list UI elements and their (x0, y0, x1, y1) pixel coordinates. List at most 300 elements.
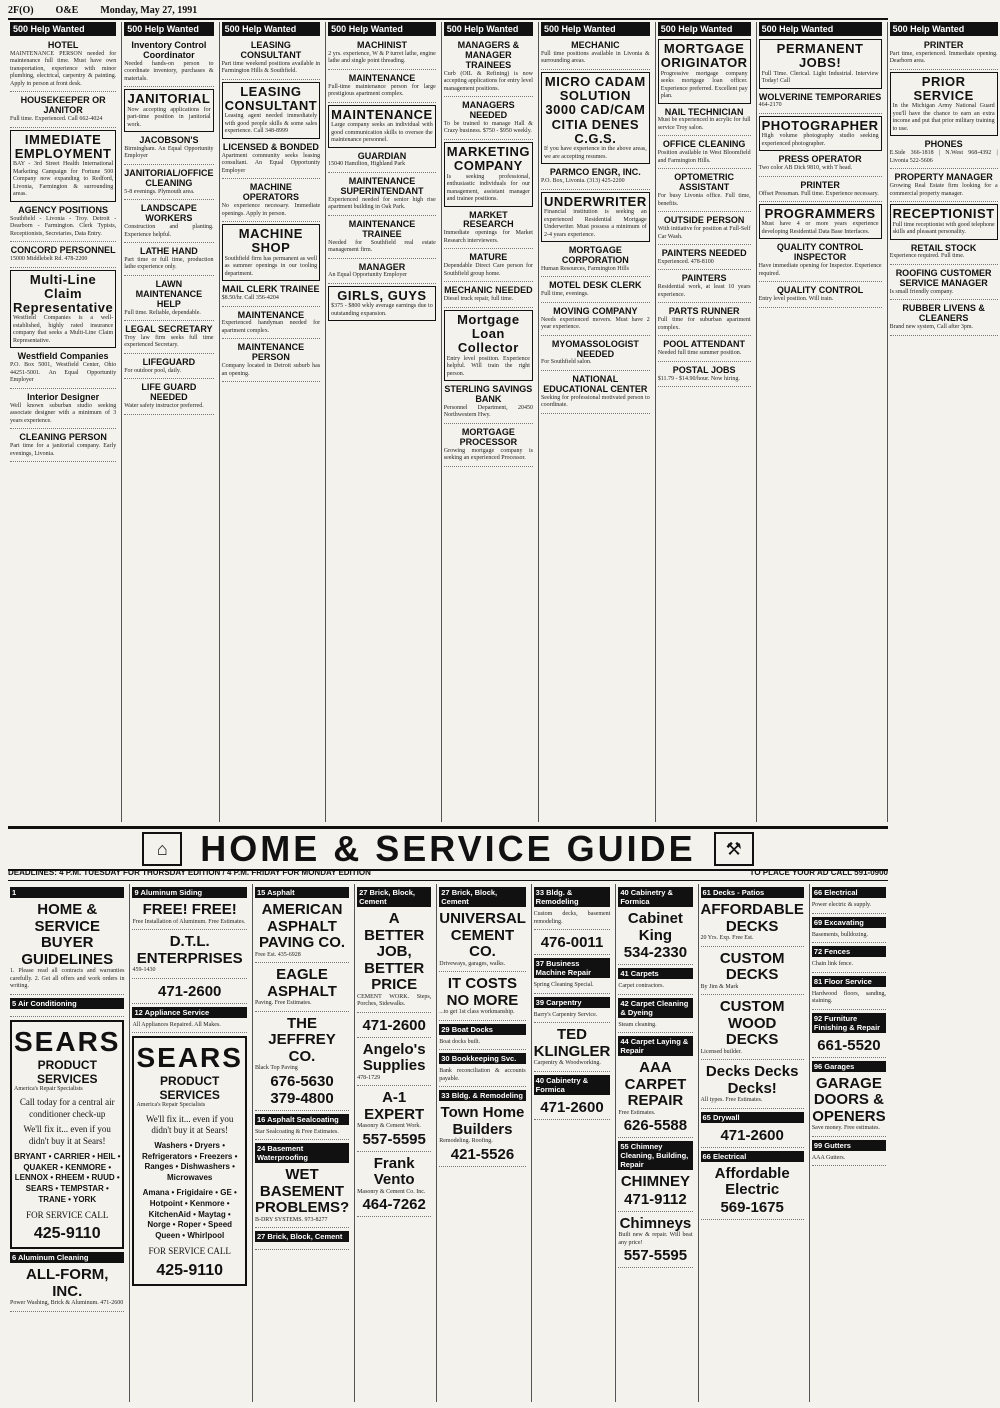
classified-ad (759, 284, 882, 307)
service-ad (357, 1040, 431, 1087)
ad-text: Have immediate opening for Inspector. Experience required. (758, 263, 882, 277)
service-ad (10, 1265, 124, 1312)
category-heading: 9 Aluminum Siding (132, 887, 246, 898)
classified-ad (222, 141, 321, 179)
sears-subtitle: PRODUCT SERVICES (159, 1074, 220, 1102)
service-ad (132, 900, 246, 930)
service-ad (255, 965, 349, 1012)
help-wanted-column (325, 22, 438, 822)
service-ad-text: Driveways, garages, walks. (439, 960, 506, 967)
ad-title: POSTAL JOBS (672, 364, 736, 375)
service-ad (255, 1014, 349, 1111)
ad-text: Residential work, at least 10 years experience. (657, 284, 751, 298)
ad-title: IMMEDIATE EMPLOYMENT (14, 131, 112, 161)
classified-ad (124, 381, 213, 414)
page-number: 2F(O) (8, 4, 34, 16)
classified-ad (124, 356, 213, 379)
classified-ad (124, 167, 213, 200)
ad-title: MORTGAGE ORIGINATOR (660, 41, 748, 71)
service-ad (439, 974, 525, 1021)
service-ad-title: IT COSTS NO MORE (446, 975, 519, 1009)
category-heading: 55 Chimney Cleaning, Building, Repair (618, 1141, 692, 1170)
ad-text: Two color AB Dick 9810, with T head. (758, 165, 853, 172)
category-heading: 6 Aluminum Cleaning (10, 1252, 124, 1263)
service-ad-title: Cabinet King (627, 910, 683, 944)
classified-ad (10, 431, 116, 462)
ad-text: Westfield Companies is a well-established, highly rated insurance company that seeks a Multi-Line Claim Representative. (13, 315, 114, 344)
category-heading: 27 Brick, Block, Cement (439, 887, 525, 907)
ad-text: $11.79 - $14.90/hour. Now hiring. (657, 375, 740, 382)
ad-title: NAIL TECHNICIAN (664, 106, 744, 117)
service-ad-phone: 569-1675 (720, 1198, 784, 1216)
service-ad-title: EAGLE ASPHALT (267, 966, 337, 1000)
service-ad-phone: 626-5588 (623, 1117, 688, 1134)
category-heading: 44 Carpet Laying & Repair (618, 1036, 692, 1056)
sears-tagline: America's Repair Specialists (14, 1085, 83, 1092)
ad-text: For busy Livonia office. Full time, benefits. (657, 193, 751, 207)
ad-text: To be trained to manage Hall & Crazy business. $750 - $950 weekly. (443, 120, 533, 135)
classified-ad (328, 39, 436, 70)
ad-text: Full time for suburban apartment complex. (657, 317, 751, 331)
classified-ad (759, 91, 882, 114)
service-ad (255, 1127, 349, 1141)
service-ad-title: GARAGE DOORS & OPENERS (812, 1074, 886, 1125)
ad-text: 5-8 evenings. Plymouth area. (124, 188, 195, 195)
service-ad-text: Basements, bulldozing. (811, 931, 869, 938)
service-ad-title: ALL-FORM, INC. (25, 1266, 109, 1300)
sears-line: We'll fix it... even if you didn't buy it at Sears! (23, 1124, 111, 1147)
ad-title: MAINTENANCE PERSON (237, 342, 305, 363)
service-ad (255, 900, 349, 963)
classified-ad (222, 341, 321, 382)
help-wanted-column (441, 22, 535, 822)
service-ad (534, 1025, 611, 1072)
ad-text: If you have experience in the above areas, we are accepting resumes. (543, 146, 647, 160)
classified-ad (759, 153, 882, 176)
ad-text: $8.50/hr. Call 356-4204 (221, 295, 279, 302)
service-ad-text: CEMENT WORK. Steps, Porches, Sidewalks. (357, 993, 432, 1007)
service-ad-phone: 421-5526 (450, 1145, 515, 1163)
sears-logo: SEARS (14, 1025, 121, 1057)
service-ad-text: Free Est. 435-6928 (254, 951, 301, 958)
ad-text: With initiative for position at Full-Self Car Wash. (657, 226, 751, 240)
category-heading: 92 Furniture Finishing & Repair (812, 1013, 886, 1033)
ad-text: Entry level position. Experience helpful. Will train the right person. (446, 355, 530, 377)
home-service-column (698, 884, 806, 1402)
ad-title: PAINTERS NEEDED (661, 248, 747, 259)
classified-ad (444, 142, 533, 207)
ad-text: Part time or full time, production lathe experience only. (124, 256, 214, 271)
ad-title: MORTGAGE CORPORATION (561, 245, 629, 265)
service-ad-text: Masonry & Cement Co. Inc. (357, 1188, 426, 1195)
service-ad-phone: 661-5520 (817, 1036, 881, 1054)
service-ad-text: Barry's Carpentry Service. (533, 1011, 598, 1018)
ad-title: JANITORIAL (127, 91, 211, 107)
ad-title: LATHE HAND (139, 246, 198, 257)
service-ad-title: Town Home Builders (440, 1104, 525, 1138)
category-heading: 66 Electrical (812, 887, 886, 898)
service-ad-phone: 464-7262 (362, 1196, 426, 1213)
service-ad-text: Power Washing, Brick & Aluminum. 471-2600 (10, 1300, 124, 1307)
service-ad (701, 900, 804, 947)
ad-title: PARMCO ENGR, INC. (549, 167, 641, 178)
ad-text: 2 yrs. experience, W & P turret lathe, engine lathe and single point threading. (328, 50, 436, 65)
classified-ad (222, 309, 321, 340)
sears-subtitle: PRODUCT SERVICES (37, 1057, 98, 1086)
help-wanted-column (756, 22, 884, 822)
classified-ad (759, 116, 882, 151)
classified-ad (328, 105, 436, 148)
sears-line: We'll fix it... even if you didn't buy it at Sears! (146, 1113, 234, 1136)
service-ad-phone: 379-4800 (270, 1089, 334, 1107)
service-ad-title: A-1 EXPERT (364, 1089, 425, 1123)
for-service-label: FOR SERVICE CALL (148, 1246, 231, 1257)
ad-title: MICRO CADAM SOLUTION 3000 CAD/CAM CITIA DENES C.G.S. (544, 73, 646, 147)
service-ad (812, 1035, 886, 1058)
service-ad-phone: 471-2600 (362, 1016, 426, 1034)
ad-text: Full time receptionist with good telephone skills and pleasant personality. (892, 221, 995, 236)
service-ad (255, 1244, 349, 1250)
service-ad (618, 1020, 692, 1034)
ad-title: MAINTENANCE SUPERINTENDANT (340, 175, 424, 196)
ad-title: STERLING SAVINGS BANK (444, 384, 533, 404)
service-ad-text: 478-1729 (357, 1074, 381, 1081)
for-service-label: FOR SERVICE CALL (26, 1209, 109, 1220)
classified-ad (10, 391, 116, 429)
sears-brands: Amana • Frigidaire • GE • Hotpoint • Kenmore • KitchenAid • Maytag • Norge • Roper • Speed Queen • Whirlpool (142, 1188, 237, 1241)
ad-title: GUARDIAN (357, 150, 407, 161)
ad-text: P.O. Box 5001, Westfield Center, Ohio 44251-5001. An Equal Opportunity Employer (10, 362, 117, 384)
service-ad (255, 1165, 349, 1228)
ad-title: MAINTENANCE (348, 72, 416, 83)
ad-text: Full Time. Clerical. Light Industrial. Interview Today! Call (761, 70, 879, 85)
service-ad-title: AMERICAN ASPHALT PAVING CO. (258, 901, 346, 951)
classified-ad (124, 323, 213, 354)
service-ad-title: CHIMNEY (620, 1173, 691, 1190)
service-ad (357, 1088, 431, 1152)
ad-text: Human Resources, Farmington Hills (540, 265, 629, 272)
service-ad (534, 1097, 611, 1120)
ad-text: Experienced needed for senior high rise apartment building in Oak Park. (328, 196, 436, 211)
classified-ad (222, 224, 321, 281)
ad-title: MACHINE SHOP (238, 226, 303, 256)
ad-title: HOTEL (47, 40, 79, 50)
service-ad (10, 900, 124, 995)
service-ad (812, 930, 886, 944)
service-ad (132, 932, 246, 979)
classified-ad (444, 426, 533, 467)
service-ad (618, 1058, 692, 1138)
classified-ad (124, 89, 213, 132)
ad-text: Water safety instructor preferred. (124, 403, 204, 410)
ad-text: E.Side 366-1818 | N.West 968-4392 | Livonia 522-5606 (889, 150, 998, 164)
classified-ad (10, 130, 116, 202)
category-heading: 24 Basement Waterproofing (255, 1143, 349, 1163)
ad-title: Westfield Companies (17, 351, 109, 362)
service-ad-text: Carpentry & Woodworking. (533, 1060, 601, 1066)
ad-text: Curb (OIL & Refining) is now accepting applications for entry level management positions. (443, 70, 533, 92)
ad-text: Financial institution is seeking an experienced Residential Mortgage Underwriter. Must possess a minimum of 2-4 years experience. (543, 209, 647, 238)
service-ad-text: Masonry & Cement Work. (357, 1123, 421, 1129)
classified-ad (658, 305, 751, 336)
ad-title: POOL ATTENDANT (663, 339, 746, 350)
classified-ad (759, 204, 882, 239)
ad-text: Experience required. Full time. (889, 253, 965, 260)
ad-text: Growing Real Estate firm looking for a commercial property manager. (889, 183, 998, 197)
service-ad-phone: 471-2600 (158, 982, 222, 1000)
ad-title: RETAIL STOCK (910, 242, 977, 253)
classified-ad (10, 94, 116, 127)
ad-text: Southfield firm has permanent as well as summer openings in our tooling department. (224, 255, 318, 277)
service-ad (701, 1062, 804, 1109)
service-ad (534, 1010, 611, 1024)
service-ad-text: Carpet contractors. (618, 983, 664, 989)
ad-text: Needed full time summer position. (657, 350, 742, 357)
classified-ad (444, 39, 533, 97)
ad-title: JANITORIAL/OFFICE CLEANING (124, 167, 214, 188)
category-heading: 39 Carpentry (534, 997, 611, 1008)
classified-ad (890, 267, 998, 300)
classified-ad (444, 209, 533, 250)
ad-text: Is small friendly company. (889, 288, 954, 295)
service-ad-text: AAA Gutters. (811, 1154, 846, 1161)
deadline-text: DEADLINES: 4 P.M. TUESDAY FOR THURSDAY EDITION / 4 P.M. FRIDAY FOR MONDAY EDITION (8, 868, 371, 877)
category-heading: 27 Brick, Block, Cement (255, 1231, 349, 1242)
classified-ad (890, 72, 998, 137)
classified-ad (541, 305, 650, 336)
ad-text: $375 - $800 wkly average earnings due to outstanding expansion. (331, 303, 433, 317)
classified-ad (890, 302, 998, 335)
service-ad-text: Built new & repair. Will beat any price! (618, 1232, 693, 1246)
ad-text: Large company seeks an individual with good communication skills to oversee the maintenance personnel. (331, 122, 433, 144)
category-heading: 5 Air Conditioning (10, 998, 124, 1009)
category-heading: 72 Fences (812, 946, 886, 957)
classified-ad (541, 39, 650, 70)
category-heading: 61 Decks - Patios (701, 887, 804, 898)
classified-ad (444, 284, 533, 307)
ad-text: Full time positions available in Livonia & surrounding areas. (540, 50, 650, 65)
ad-title: Multi-Line Claim Representative (13, 271, 114, 316)
classified-ad (541, 279, 650, 302)
classified-ad (541, 338, 650, 371)
service-ad (618, 1172, 692, 1212)
column-heading: 500 Help Wanted (10, 22, 116, 36)
ad-text: Apartment community seeks leasing consultant. An Equal Opportunity Employer (221, 152, 321, 174)
category-heading: 16 Asphalt Sealcoating (255, 1114, 349, 1125)
home-service-column (8, 884, 126, 1402)
service-ad-title: Chimneys (619, 1214, 692, 1232)
ad-title: LEGAL SECRETARY (125, 324, 213, 335)
classified-ad (124, 134, 213, 165)
issue-date: Monday, May 27, 1991 (100, 4, 198, 16)
service-ad (812, 959, 886, 973)
category-heading: 65 Drywall (701, 1112, 804, 1123)
classified-ad (541, 72, 650, 164)
classified-ad (658, 247, 751, 270)
ad-title: QUALITY CONTROL INSPECTOR (776, 242, 864, 263)
classified-ad (328, 286, 436, 321)
service-ad-title: UNIVERSAL CEMENT CO. (439, 910, 526, 960)
column-heading: 500 Help Wanted (222, 22, 321, 36)
classified-ad (124, 278, 213, 321)
classified-ad (658, 272, 751, 303)
home-service-banner (8, 826, 888, 871)
ad-text: Needs experienced movers. Must have 2 year experience. (540, 316, 650, 331)
ad-text: Construction and planting. Experience helpful. (124, 224, 214, 238)
column-heading: 500 Help Wanted (890, 22, 998, 36)
ad-title: LEASING CONSULTANT (224, 83, 318, 114)
help-wanted-section (8, 22, 998, 822)
ad-text: Experienced. 478-8100 (657, 258, 714, 265)
ad-title: RECEPTIONIST (892, 206, 995, 222)
ad-text: Must be experienced in acrylic for full service Troy salon. (657, 117, 751, 131)
ad-text: Now accepting applications for part-time position in janitorial work. (127, 106, 211, 128)
service-ad-title: FREE! FREE! (142, 901, 237, 918)
service-ad-text: All Appliances Repaired. All Makes. (132, 1021, 221, 1028)
ad-text: Position available in West Bloomfield and Farmington Hills. (657, 150, 751, 164)
service-ad (812, 1153, 886, 1167)
service-ad (534, 932, 611, 955)
category-heading: 66 Electrical (701, 1151, 804, 1162)
sears-phone: 425-9110 (156, 1261, 224, 1279)
ad-title: LICENSED & BONDED (222, 141, 319, 152)
classified-ad (328, 218, 436, 259)
service-ad-text: B-DRY SYSTEMS. 973-8277 (254, 1216, 328, 1223)
ad-text: Part time, experienced. Immediate opening. Dearborn area. (889, 50, 998, 65)
sears-ad (10, 1020, 124, 1250)
service-ad-title: A BETTER JOB, BETTER PRICE (364, 910, 425, 993)
house-icon: ⌂ (142, 832, 182, 866)
service-ad (534, 909, 611, 930)
service-ad-title: AFFORDABLE DECKS (700, 901, 804, 935)
ad-title: MYOMASSOLOGIST NEEDED (551, 338, 639, 359)
classified-ad (444, 251, 533, 282)
ad-text: For Southfield salon. (540, 359, 592, 366)
ad-title: PHOTOGRAPHER (761, 117, 879, 133)
ad-title: MARKETING COMPANY (446, 143, 530, 174)
service-ad (10, 1011, 124, 1017)
classified-ad (759, 241, 882, 282)
classified-ad (541, 373, 650, 414)
ad-title: PHONES (924, 139, 963, 150)
help-wanted-column (655, 22, 753, 822)
ad-title: OFFICE CLEANING (662, 139, 746, 150)
classified-ad (541, 244, 650, 277)
category-heading: 99 Gutters (812, 1140, 886, 1151)
classified-ad (890, 138, 998, 169)
ad-title: PROGRAMMERS (764, 206, 876, 222)
service-ad (439, 1066, 525, 1087)
ad-title: LANDSCAPE WORKERS (140, 203, 197, 224)
help-wanted-column (121, 22, 215, 822)
ad-text: For outdoor pool, daily. (124, 367, 181, 374)
service-ad-text: Power electric & supply. (811, 902, 872, 908)
ad-title: OUTSIDE PERSON (663, 215, 745, 226)
ad-title: RUBBER LIVENS & CLEANERS (902, 303, 985, 324)
service-ad-phone: 557-5595 (623, 1247, 688, 1264)
ad-title: WOLVERINE TEMPORARIES (758, 91, 882, 102)
ad-title: MANAGER (358, 261, 406, 272)
ad-title: NATIONAL EDUCATIONAL CENTER (543, 373, 648, 394)
service-ad-title: Affordable Electric (714, 1164, 790, 1198)
classified-ad (658, 171, 751, 212)
home-service-column (252, 884, 351, 1402)
classified-ad (222, 82, 321, 139)
service-ad (618, 1214, 692, 1269)
ad-text: MAINTENANCE PERSON needed for maintenance full time. Must have own transportation, experience with minor plumbing, electrical, carpentry & painting. Apply in person at front desk. (10, 50, 117, 87)
ad-text: Brand new system, Call after 3pm. (889, 324, 974, 331)
category-heading: 27 Brick, Block, Cement (357, 887, 431, 907)
service-ad-phone: 471-2600 (720, 1126, 784, 1144)
category-heading: 33 Bldg. & Remodeling (534, 887, 611, 907)
ad-text: Diesel truck repair, full time. (443, 296, 514, 303)
paper-name: O&E (55, 4, 79, 16)
service-ad (132, 1020, 246, 1034)
classified-ad (10, 270, 116, 349)
service-ad-title: AAA CARPET REPAIR (624, 1059, 687, 1109)
ad-title: ROOFING CUSTOMER SERVICE MANAGER (895, 267, 992, 288)
ad-text: Full time. Experienced. Call 662-4024 (10, 116, 103, 123)
ad-text: Full-time maintenance person for large prestigious apartment complex. (328, 83, 436, 98)
ad-text: Troy law firm seeks full time experienced Secretary. (124, 334, 214, 349)
classified-ad (444, 99, 533, 140)
service-ad-title: HOME & SERVICE BUYER GUIDELINES (21, 901, 114, 968)
ad-text: Is seeking professional, enthusiastic individuals for our management, assistant manager and trainee positions. (446, 173, 530, 203)
sears-phone: 425-9110 (33, 1225, 101, 1243)
classified-ad (328, 261, 436, 284)
ad-text: Experienced handyman needed for apartment complex. (221, 320, 321, 334)
home-service-column (615, 884, 694, 1402)
ad-title: QUALITY CONTROL (776, 285, 864, 296)
ad-title: AGENCY POSITIONS (18, 204, 109, 215)
classified-ad (444, 310, 533, 381)
service-ad-text: 1. Please read all contracts and warranties carefully. 2. Get all offers and work orders in writing. (10, 968, 125, 989)
ad-title: MAINTENANCE TRAINEE (348, 218, 416, 239)
ad-title: CLEANING PERSON (19, 432, 107, 443)
service-ad-text: Boat docks built. (439, 1038, 481, 1045)
ad-title: UNDERWRITER (543, 193, 647, 209)
ad-text: Part time for a janitorial company. Early evenings, Livonia. (10, 443, 117, 457)
ad-text: Leasing agent needed immediately with good people skills & some sales experience. Call 348-8999 (224, 113, 318, 135)
ad-title: PRINTER (800, 179, 840, 190)
ad-text: 464-2170 (758, 102, 782, 109)
ad-text: Needed for Southfield real estate management firm. (328, 239, 436, 254)
classified-ad (328, 175, 436, 216)
classified-ad (124, 202, 213, 243)
column-heading: 500 Help Wanted (328, 22, 436, 36)
ad-title: MECHANIC (571, 40, 620, 50)
category-heading: 29 Boat Docks (439, 1024, 525, 1035)
service-ad-title: THE JEFFREY CO. (268, 1014, 336, 1065)
service-ad (357, 909, 431, 1013)
ad-title: MACHINIST (356, 40, 407, 50)
classified-ad (759, 39, 882, 89)
service-ad (618, 981, 692, 995)
service-ad-title: D.T.L. ENTERPRISES (136, 933, 243, 967)
ad-title: Mortgage Loan Collector (457, 311, 520, 356)
home-service-column (436, 884, 527, 1402)
classified-ad (222, 39, 321, 80)
service-ad-text: Black Top Paving (254, 1065, 298, 1071)
ad-text: Entry level position. Will train. (758, 296, 834, 303)
ad-text: Offset Pressman. Full time. Experience necessary. (758, 190, 879, 197)
masthead (8, 2, 888, 20)
ad-text: P.O. Box, Livonia. (313) 425-2200 (540, 178, 625, 185)
classified-ad (541, 166, 650, 189)
category-heading: 1 (10, 887, 124, 898)
classified-ad (890, 171, 998, 202)
ad-text: Dependable Direct Care person for Southfield group home. (443, 263, 533, 277)
